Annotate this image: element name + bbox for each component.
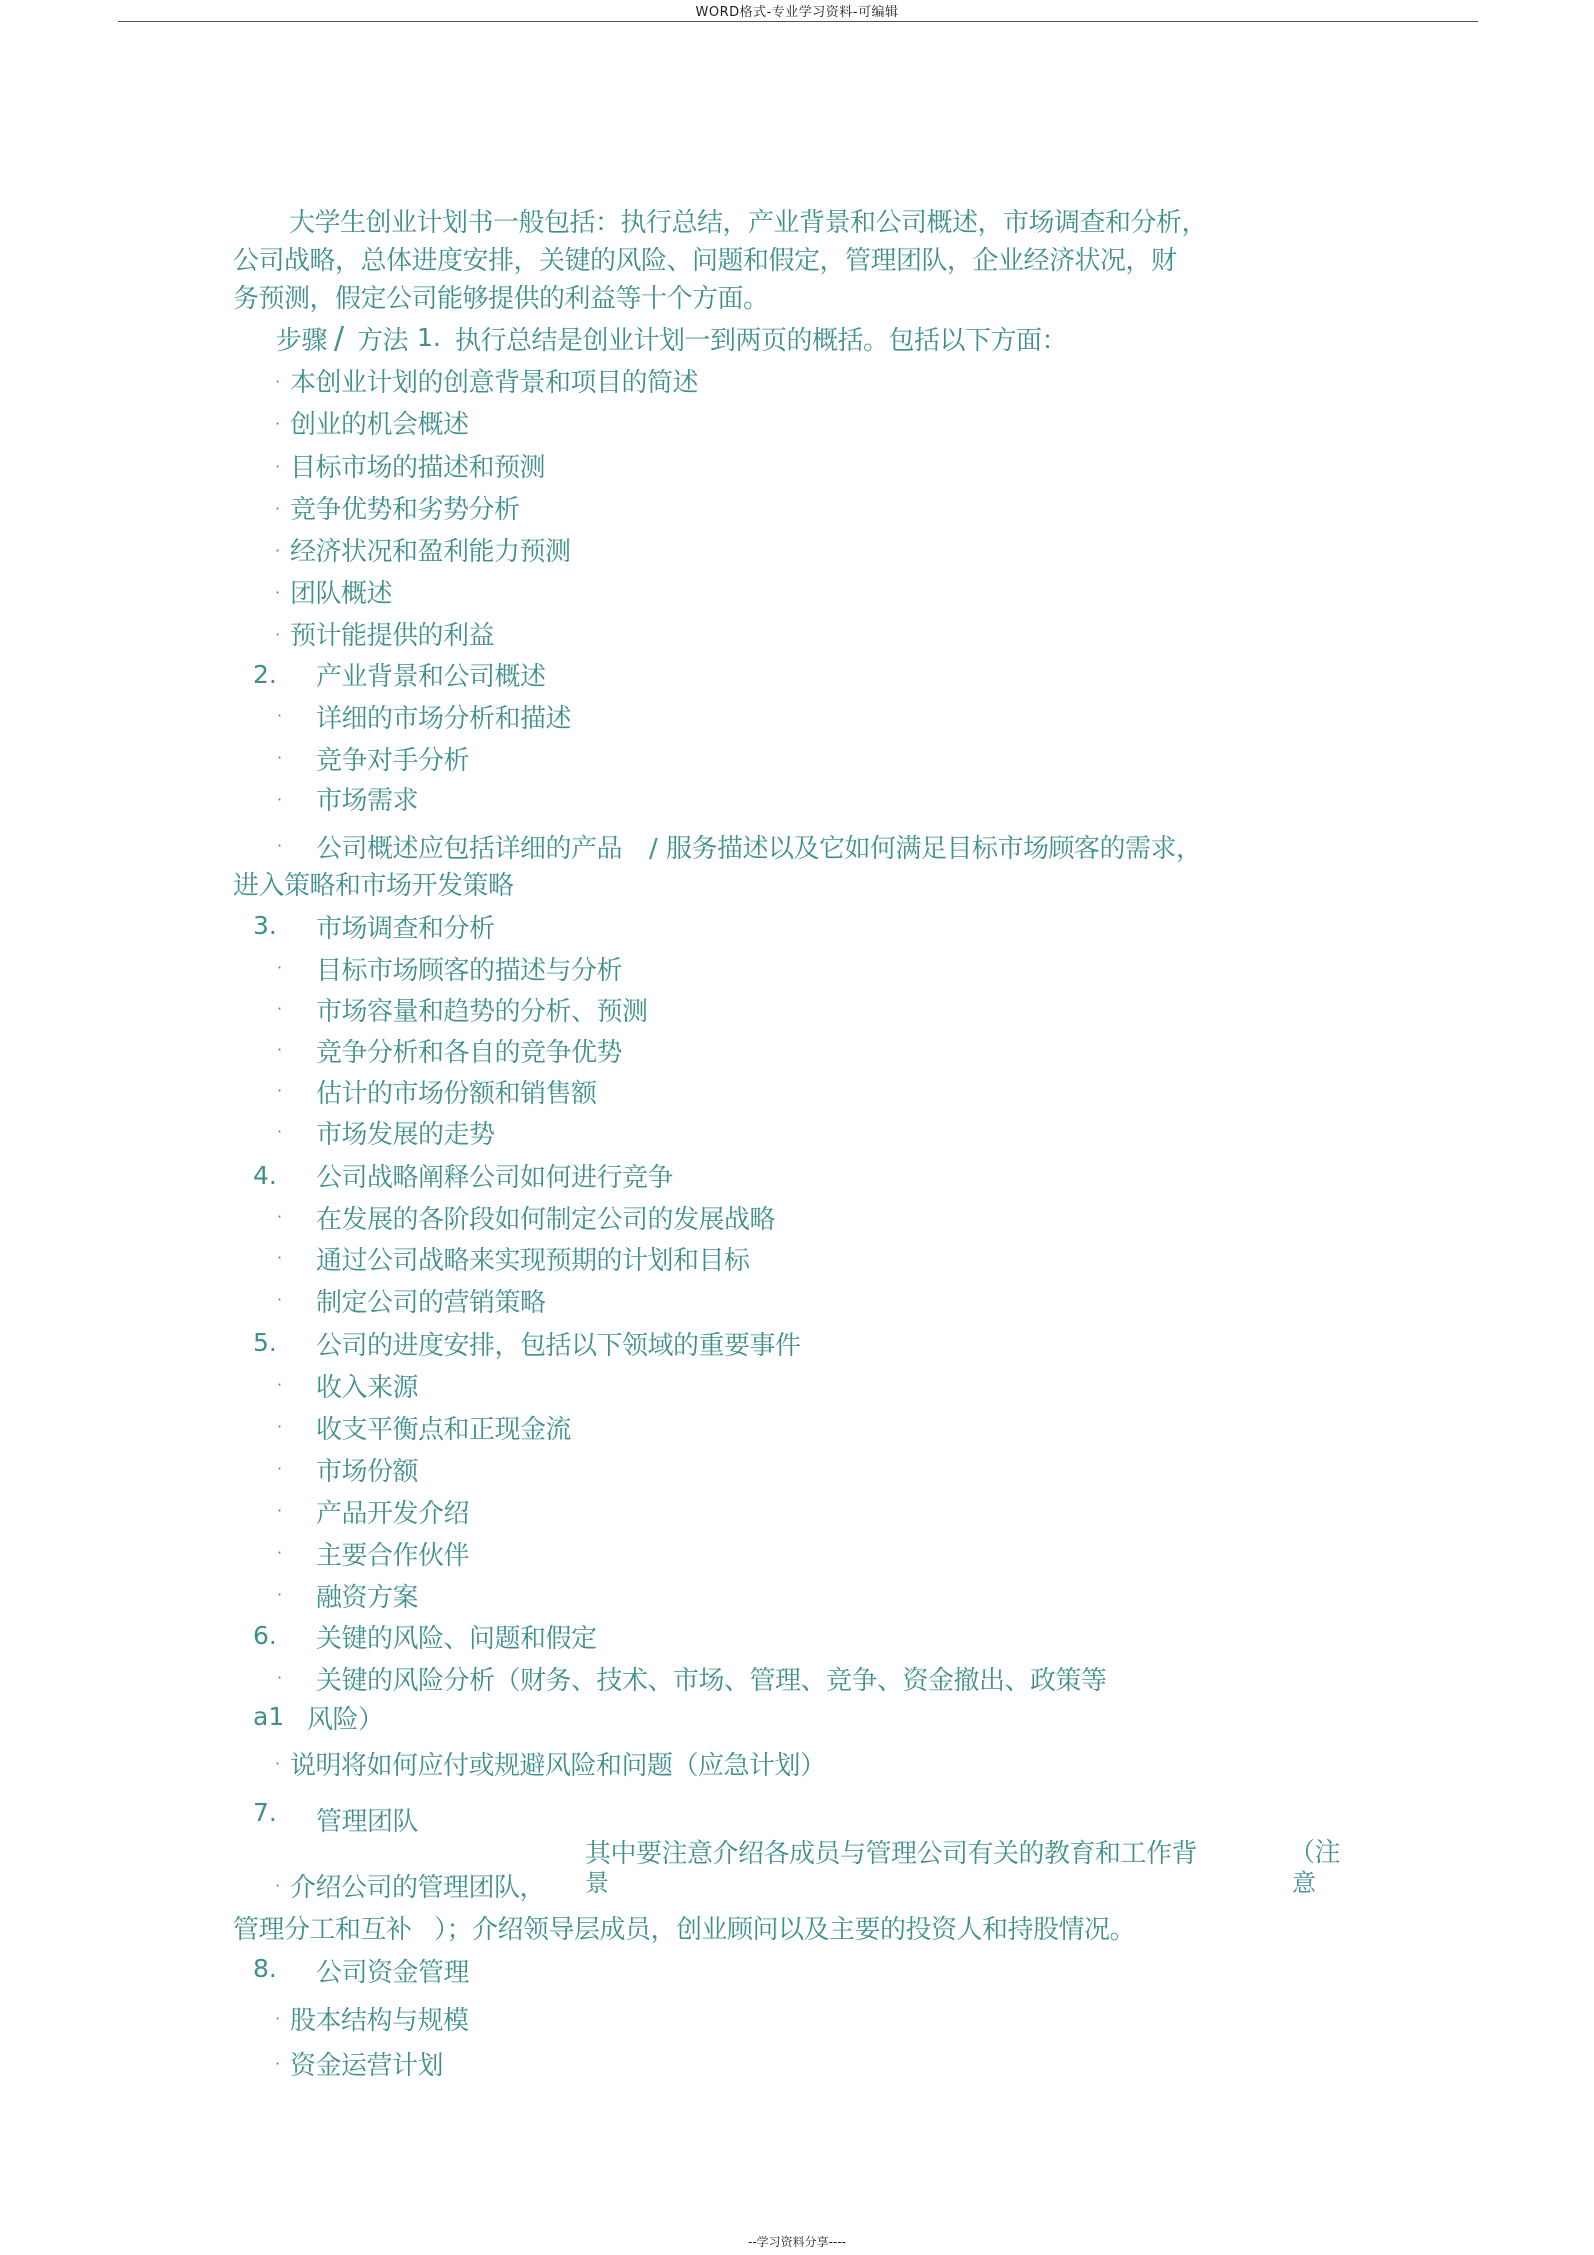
bullet-dot: · — [275, 499, 281, 518]
bullet-dot: · — [277, 1122, 283, 1141]
steps-slash: / — [334, 321, 344, 356]
bullet-dot: · — [277, 836, 283, 855]
bullet-dot: · — [275, 625, 281, 644]
s6-marker-a1: a1 — [253, 1702, 285, 1731]
s3-item-3: 竞争分析和各自的竞争优势 — [316, 1038, 623, 1068]
s2-overview-slash: / — [649, 834, 658, 864]
bullet-dot: · — [277, 790, 283, 809]
s1-item-6: 团队概述 — [290, 579, 393, 609]
step-number-1: 1. — [417, 323, 441, 352]
bullet-dot: · — [277, 1081, 283, 1100]
s7-intro: 介绍公司的管理团队， — [290, 1873, 546, 1903]
bullet-dot: · — [275, 583, 281, 602]
bullet-dot: · — [277, 1207, 283, 1226]
bullet-dot: · — [275, 1754, 281, 1773]
page-header: WORD格式-专业学习资料-可编辑 — [695, 5, 899, 20]
section-title-3: 市场调查和分析 — [316, 914, 495, 944]
s2-item-1: 详细的市场分析和描述 — [316, 704, 572, 734]
s4-item-3: 制定公司的营销策略 — [316, 1288, 546, 1318]
bullet-dot: · — [277, 1668, 283, 1687]
s5-item-3: 市场份额 — [316, 1457, 419, 1487]
page-footer: --学习资料分享---- — [748, 2235, 846, 2249]
section-title-5: 公司的进度安排，包括以下领域的重要事件 — [316, 1331, 801, 1361]
s1-item-4: 竞争优势和劣势分析 — [290, 495, 520, 525]
s2-item-2: 竞争对手分析 — [316, 746, 470, 776]
s2-overview-b: 服务描述以及它如何满足目标市场顾客的需求， — [666, 834, 1202, 864]
section-number-5: 5. — [253, 1328, 277, 1357]
section-number-2: 2. — [253, 660, 277, 689]
s7-last-a: 管理分工和互补 — [233, 1915, 412, 1945]
section-number-4: 4. — [253, 1161, 277, 1190]
bullet-dot: · — [277, 1248, 283, 1267]
intro-line-1: 大学生创业计划书一般包括：执行总结，产业背景和公司概述，市场调查和分析， — [289, 208, 1208, 238]
section-title-2: 产业背景和公司概述 — [316, 662, 546, 692]
bullet-dot: · — [277, 1501, 283, 1520]
s5-item-5: 主要合作伙伴 — [316, 1541, 470, 1571]
section-number-3: 3. — [253, 911, 277, 940]
bullet-dot: · — [277, 1290, 283, 1309]
bullet-dot: · — [275, 2009, 281, 2028]
bullet-dot: · — [277, 1417, 283, 1436]
s8-item-1: 股本结构与规模 — [290, 2006, 469, 2036]
s1-item-3: 目标市场的描述和预测 — [290, 453, 546, 483]
s5-item-1: 收入来源 — [316, 1373, 419, 1403]
s8-item-2: 资金运营计划 — [290, 2051, 444, 2081]
bullet-dot: · — [275, 457, 281, 476]
s1-item-7: 预计能提供的利益 — [290, 621, 495, 651]
section-number-7: 7. — [253, 1798, 277, 1827]
bullet-dot: · — [277, 999, 283, 1018]
s1-item-1: 本创业计划的创意背景和项目的简述 — [290, 368, 699, 398]
bullet-dot: · — [277, 1543, 283, 1562]
s3-item-4: 估计的市场份额和销售额 — [316, 1079, 597, 1109]
bullet-dot: · — [277, 1040, 283, 1059]
s2-overview-a: 公司概述应包括详细的产品 — [316, 834, 623, 864]
s7-last-b: ）；介绍领导层成员，创业顾问以及主要的投资人和持股情况。 — [434, 1915, 1136, 1945]
s7-right-line-1: （注 — [1289, 1838, 1341, 1868]
bullet-dot: · — [277, 1459, 283, 1478]
s1-item-2: 创业的机会概述 — [290, 410, 469, 440]
s7-mid-line-1: 其中要注意介绍各成员与管理公司有关的教育和工作背 — [585, 1839, 1198, 1869]
bullet-dot: · — [277, 1585, 283, 1604]
bullet-dot: · — [275, 1876, 281, 1895]
header-rule — [118, 21, 1478, 22]
section-title-7: 管理团队 — [316, 1807, 419, 1837]
s7-right-line-2: 意 — [1292, 1869, 1316, 1897]
bullet-dot: · — [275, 414, 281, 433]
s2-item-3: 市场需求 — [316, 786, 419, 816]
s6-risk-line-a: 关键的风险分析（财务、技术、市场、管理、竞争、资金撤出、政策等 — [316, 1666, 1107, 1696]
section-number-6: 6. — [253, 1621, 277, 1650]
s3-item-1: 目标市场顾客的描述与分析 — [316, 956, 623, 986]
s4-item-1: 在发展的各阶段如何制定公司的发展战略 — [316, 1205, 776, 1235]
intro-line-2: 公司战略，总体进度安排，关键的风险、问题和假定，管理团队，企业经济状况，财 — [233, 246, 1177, 276]
section-title-4: 公司战略阐释公司如何进行竞争 — [316, 1163, 674, 1193]
step-1-text: 执行总结是创业计划一到两页的概括。包括以下方面： — [455, 326, 1068, 356]
s6-plan: 说明将如何应付或规避风险和问题（应急计划） — [290, 1751, 826, 1781]
bullet-dot: · — [275, 541, 281, 560]
bullet-dot: · — [277, 706, 283, 725]
s3-item-5: 市场发展的走势 — [316, 1120, 495, 1150]
s6-risk-line-b: 风险） — [307, 1705, 384, 1735]
bullet-dot: · — [277, 748, 283, 767]
section-title-6: 关键的风险、问题和假定 — [316, 1624, 597, 1654]
steps-label-a: 步骤 — [276, 326, 328, 356]
section-number-8: 8. — [253, 1954, 277, 1983]
s1-item-5: 经济状况和盈利能力预测 — [290, 537, 571, 567]
steps-label-b: 方法 — [357, 326, 409, 356]
s5-item-2: 收支平衡点和正现金流 — [316, 1415, 572, 1445]
bullet-dot: · — [275, 2054, 281, 2073]
bullet-dot: · — [277, 958, 283, 977]
s2-overview-c: 进入策略和市场开发策略 — [233, 871, 514, 901]
s5-item-6: 融资方案 — [316, 1583, 419, 1613]
s4-item-2: 通过公司战略来实现预期的计划和目标 — [316, 1246, 750, 1276]
s5-item-4: 产品开发介绍 — [316, 1499, 470, 1529]
section-title-8: 公司资金管理 — [316, 1958, 470, 1988]
s7-mid-line-2: 景 — [585, 1869, 609, 1897]
bullet-dot: · — [275, 372, 281, 391]
intro-line-3: 务预测，假定公司能够提供的利益等十个方面。 — [233, 284, 769, 314]
bullet-dot: · — [277, 1375, 283, 1394]
s3-item-2: 市场容量和趋势的分析、预测 — [316, 997, 648, 1027]
